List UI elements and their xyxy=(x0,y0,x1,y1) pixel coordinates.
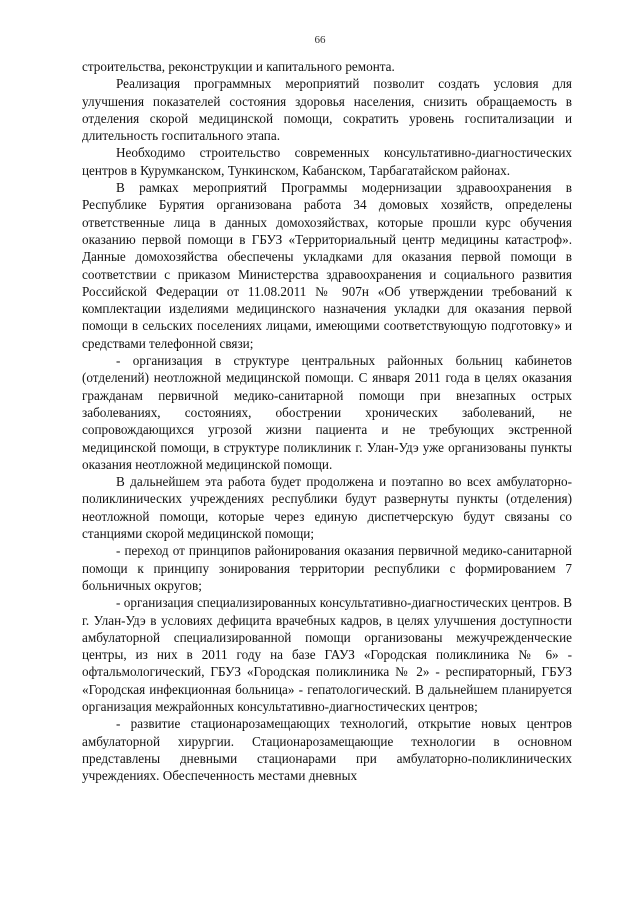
paragraph-2: Реализация программных мероприятий позволит создать условия для улучшения показателей состояния здоровья населения, снизить обращаемость в отделения скорой медицинской помощи, сократить уровень госпитализации и длительность госпитального этапа. xyxy=(82,76,572,144)
paragraph-4: В рамках мероприятий Программы модернизации здравоохранения в Республике Бурятия организована работа 34 домовых хозяйств, определены ответственные лица в данных домохозяйствах, которые прошли курс обучения оказанию первой помощи в ГБУЗ «Территориальный центр медицины катастроф». Данные домохозяйства обеспечены укладками для оказания первой помощи в соответствии с приказом Министерства здравоохранения и социального развития Российской Федерации от 11.08.2011 № 907н «Об утверждении требований к комплектации изделиями медицинского назначения укладки для оказания первой помощи в сельских поселениях лицами, имеющими соответствующую подготовку» и средствами телефонной связи; xyxy=(82,180,572,351)
paragraph-6: В дальнейшем эта работа будет продолжена и поэтапно во всех амбулаторно-поликлинических учреждениях республики будут развернуты пункты (отделения) неотложной помощи, которые через единую диспетчерскую будут связаны со станциями скорой медицинской помощи; xyxy=(82,474,572,542)
paragraph-3: Необходимо строительство современных консультативно-диагностических центров в Курумканском, Тункинском, Кабанском, Тарбагатайском районах. xyxy=(82,145,572,178)
paragraph-9: - развитие стационарозамещающих технологий, открытие новых центров амбулаторной хирургии. Стационарозамещающие технологии в основном представлены дневными стационарами при амбулаторно-поликлинических учреждениях. Обеспеченность местами дневных xyxy=(82,716,572,784)
document-body xyxy=(82,58,572,784)
paragraph-7: - переход от принципов районирования оказания первичной медико-санитарной помощи к принципу зонирования территории республики с формированием 7 больничных округов; xyxy=(82,543,572,593)
paragraph-5: - организация в структуре центральных районных больниц кабинетов (отделений) неотложной медицинской помощи. С января 2011 года в целях оказания гражданам первичной медико-санитарной помощи при внезапных острых заболеваниях, состояниях, обострении хронических заболеваний, не сопровождающихся угрозой жизни пациента и не требующих экстренной медицинской помощи, в структуре поликлиник г. Улан-Удэ уже организованы пункты оказания неотложной медицинской помощи. xyxy=(82,353,572,472)
page-number: 66 xyxy=(314,34,326,46)
paragraph-1: строительства, реконструкции и капитального ремонта. xyxy=(82,59,395,74)
paragraph-8: - организация специализированных консультативно-диагностических центров. В г. Улан-Удэ в условиях дефицита врачебных кадров, в целях улучшения доступности амбулаторной специализированной помощи организованы межучрежденческие центры, из них в 2011 году на базе ГАУЗ «Городская поликлиника № 6» - офтальмологический, ГБУЗ «Городская поликлиника № 2» - респираторный, ГБУЗ «Городская инфекционная больница» - гепатологический. В дальнейшем планируется организация межрайонных консультативно-диагностических центров; xyxy=(82,595,572,714)
